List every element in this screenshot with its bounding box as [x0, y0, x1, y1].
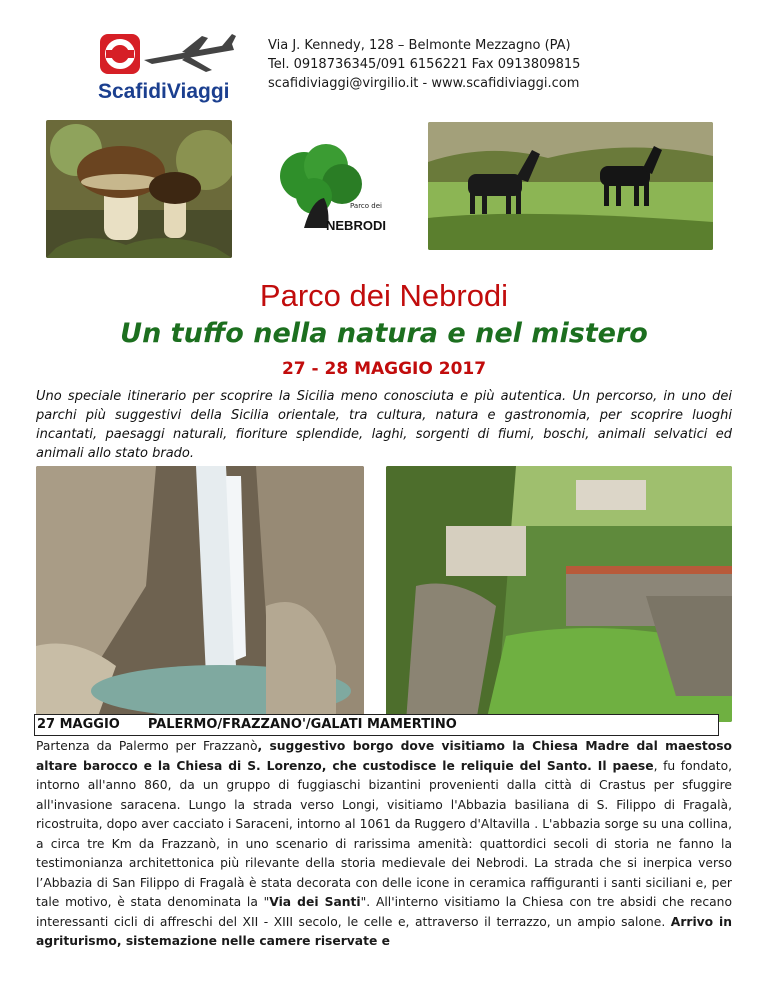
park-logo-small: Parco dei	[350, 202, 382, 210]
phone: Tel. 0918736345/091 6156221 Fax 0913809815	[268, 57, 581, 72]
waterfall-photo	[36, 466, 364, 722]
address: Via J. Kennedy, 128 – Belmonte Mezzagno (PA)	[268, 38, 571, 53]
day-date: 27 MAGGIO	[37, 717, 120, 732]
park-logo-name: NEBRODI	[326, 218, 386, 233]
desc-part-6: ". All'interno visitiamo la Chiesa con tre absidi che recano interessanti cicli di affreschi del XII - XIII secolo, le celle e, attraverso il terrazzo, un ampio salone.	[36, 895, 732, 929]
brand-name: ScafidiViaggi	[98, 80, 230, 103]
desc-via-dei-santi: Via dei Santi	[269, 895, 361, 909]
desc-part-1: Partenza da Palermo per	[36, 739, 203, 753]
page-title: Parco dei Nebrodi	[259, 278, 509, 313]
mushroom-photo	[46, 120, 232, 258]
email-web: scafidiviaggi@virgilio.it - www.scafidiviaggi.com	[268, 76, 580, 91]
desc-part-7: Arrivo in agriturismo, sistemazione nelle camere riservate e	[36, 914, 732, 948]
trip-dates: 27 - 28 MAGGIO 2017	[281, 359, 487, 379]
desc-frazzano: Frazzanò	[202, 739, 258, 753]
desc-part-4: , fu fondato, intorno all'anno 860, da un gruppo di fuggiaschi bizantini provenienti dalla città di Crastus per sfuggire all'invasione saracena. Lungo la strada verso Longi, visitiamo l'Abbazia basiliana di S. Filippo di Fragalà, ricostruita, dopo aver cacciato i Saraceni, intorno al 1061 da Ruggero d'Altavilla . L'abbazia sorge su una collina, a circa tre Km da Frazzanò, in uno scenario di rarissima amenità: quattordici secoli di storia ne fanno la testimonianza architettonica più rilevante della storia medievale dei Nebrodi. La strada che si inerpica verso l’Abbazia di San Filippo di Fragalà è stata decorata con delle icone in ceramica raffiguranti i santi siciliani e, per tale motivo, è stata denominata la "	[36, 758, 733, 909]
intro-paragraph: Uno speciale itinerario per scoprire la Sicilia meno conosciuta e più autentica. Un percorso, in uno dei parchi più suggestivi della Sicilia orientale, tra cultura, natura e gastronomia, per scoprire luoghi incantati, paesaggi naturali, fioriture splendide, laghi, sorgenti di fiumi, boschi, animali selvatici ed animali allo stato brado.	[36, 389, 732, 461]
desc-part-3: , suggestivo borgo dove visitiamo la Chiesa Madre dal maestoso altare barocco e la Chiesa di S. Lorenzo, che custodisce le reliquie del Santo. Il paese	[36, 739, 732, 773]
garden-photo	[386, 466, 732, 722]
day-route: PALERMO/FRAZZANO'/GALATI MAMERTINO	[147, 717, 457, 732]
day-description	[36, 737, 732, 952]
contact-block	[268, 36, 580, 93]
nebrodi-park-logo	[264, 140, 396, 240]
horses-photo	[428, 122, 713, 250]
page-subtitle: Un tuffo nella natura e nel mistero	[120, 318, 648, 349]
scafidiviaggi-logo	[92, 30, 242, 110]
day-heading	[34, 714, 719, 736]
